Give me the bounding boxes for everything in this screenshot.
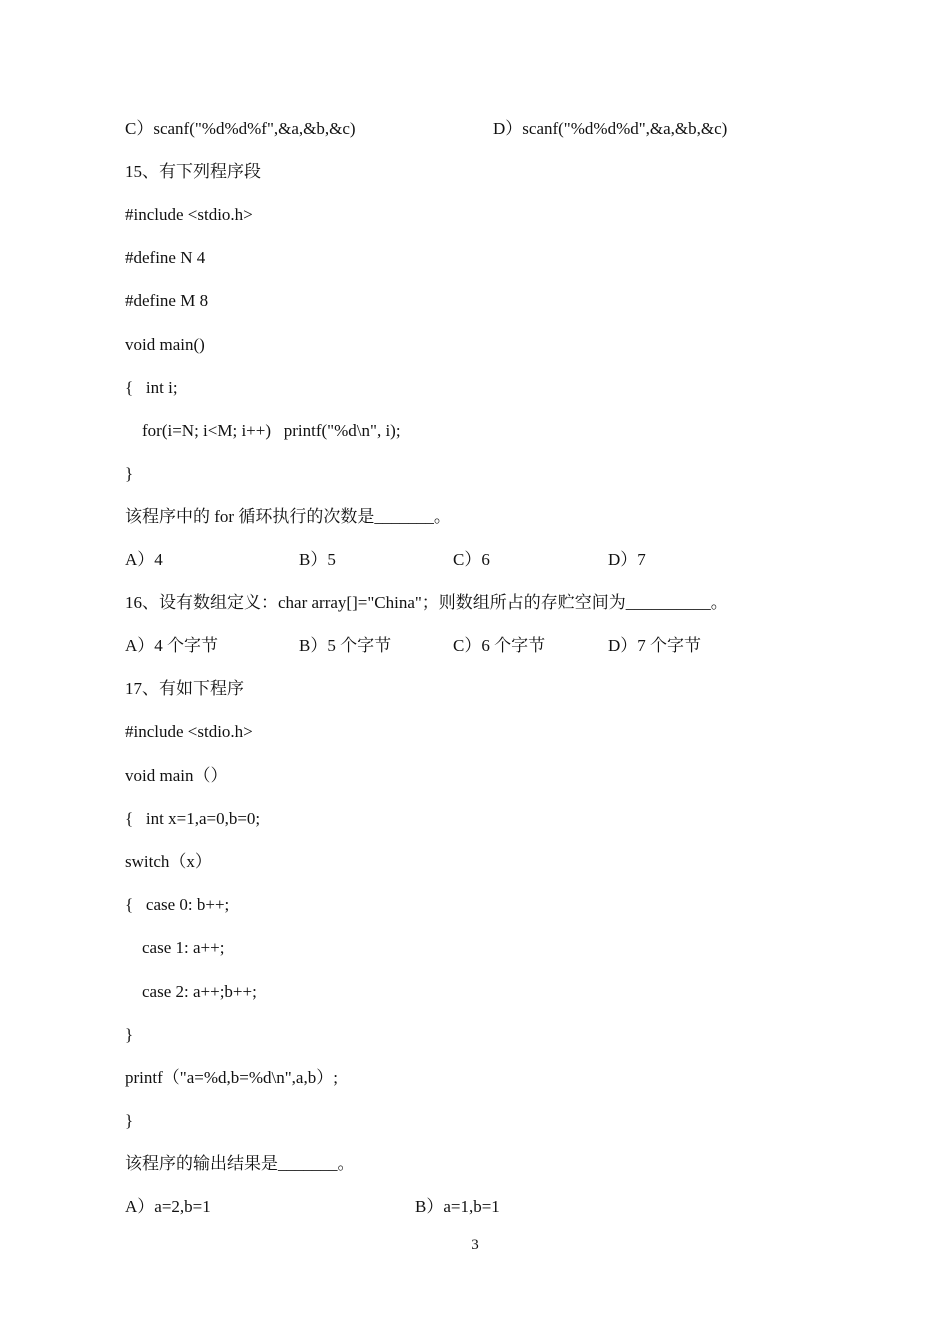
q17-code-line: } (125, 1025, 134, 1044)
q17-option-a: A）a=2,b=1 (125, 1197, 211, 1216)
q15-code-line: void main() (125, 335, 205, 354)
q15-code-line: #include <stdio.h> (125, 205, 253, 224)
q14-option-d: D）scanf("%d%d%d",&a,&b,&c) (493, 119, 728, 138)
q15-option-c: C）6 (453, 550, 490, 569)
q17-code-line: printf（"a=%d,b=%d\n",a,b）; (125, 1068, 338, 1087)
q15-option-a: A）4 (125, 550, 163, 569)
q15-code-line: } (125, 464, 134, 483)
q15-option-b: B）5 (299, 550, 336, 569)
q15-question: 该程序中的 for 循环执行的次数是_______。 (125, 507, 451, 526)
q15-code-line: for(i=N; i<M; i++) printf("%d\n", i); (125, 421, 401, 440)
q17-code-line: case 1: a++; (125, 938, 225, 957)
q15-code-line: #define N 4 (125, 248, 206, 267)
q17-code-line: case 2: a++;b++; (125, 982, 257, 1001)
q17-question: 该程序的输出结果是_______。 (125, 1154, 355, 1173)
q17-code-line: switch（x） (125, 852, 212, 871)
q17-title: 17、有如下程序 (125, 679, 244, 698)
q16-question: 16、设有数组定义：char array[]="China"；则数组所占的存贮空间为__________。 (125, 593, 728, 612)
page-number: 3 (471, 1237, 479, 1253)
q16-option-b: B）5 个字节 (299, 636, 392, 655)
q17-code-line: { case 0: b++; (125, 895, 230, 914)
q15-option-d: D）7 (608, 550, 646, 569)
q15-title: 15、有下列程序段 (125, 162, 261, 181)
q16-option-a: A）4 个字节 (125, 636, 219, 655)
q17-code-line: #include <stdio.h> (125, 722, 253, 741)
q16-option-d: D）7 个字节 (608, 636, 702, 655)
q17-option-b: B）a=1,b=1 (415, 1197, 500, 1216)
q15-code-line: #define M 8 (125, 291, 209, 310)
q15-code-line: { int i; (125, 378, 178, 397)
q17-code-line: { int x=1,a=0,b=0; (125, 809, 261, 828)
q17-code-line: } (125, 1111, 134, 1130)
q17-code-line: void main（） (125, 766, 228, 785)
q14-option-c: C）scanf("%d%d%f",&a,&b,&c) (125, 119, 356, 138)
q16-option-c: C）6 个字节 (453, 636, 546, 655)
